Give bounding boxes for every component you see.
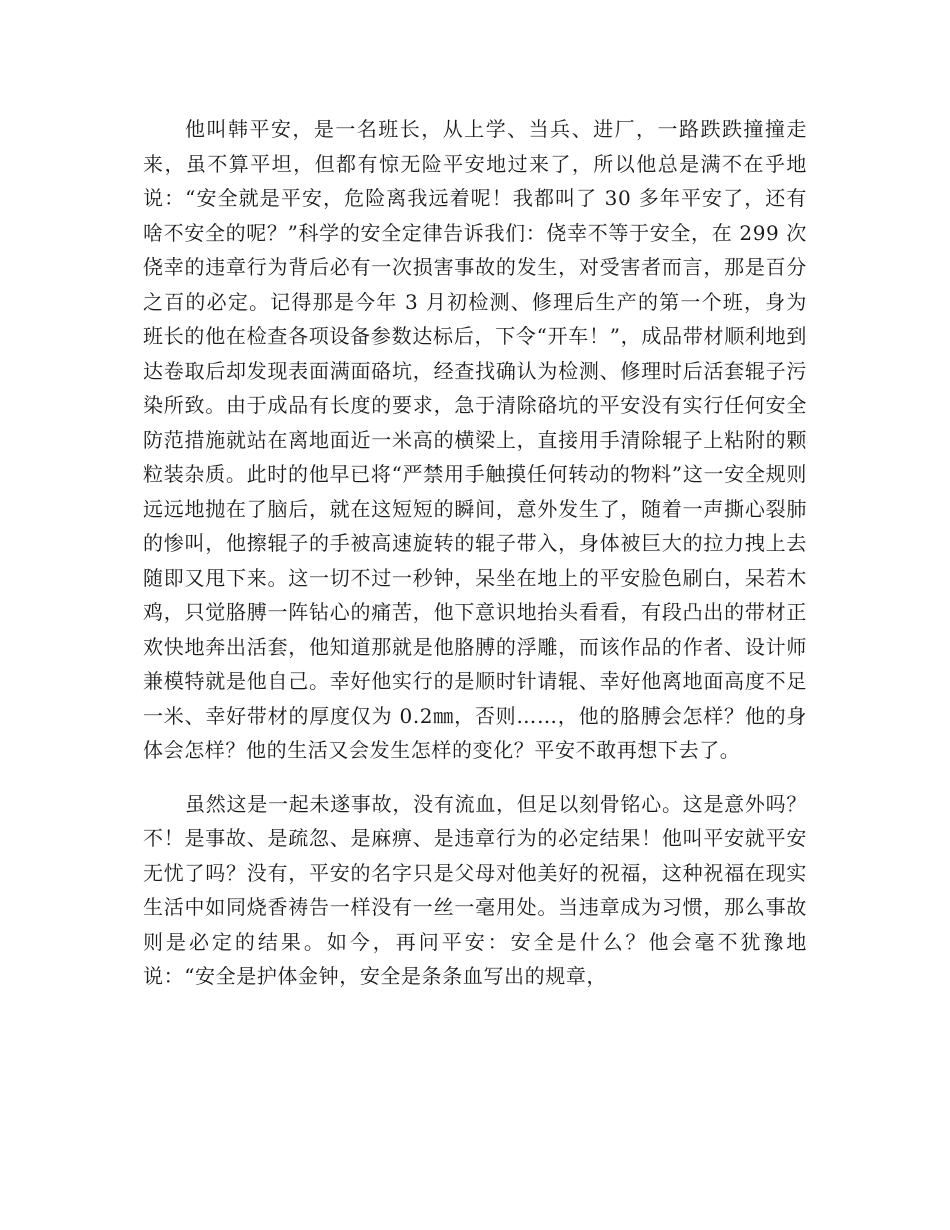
paragraph-2: 虽然这是一起未遂事故，没有流血，但足以刻骨铭心。这是意外吗？不！是事故、是疏忽、是麻痹、是违章行为的必定结果！他叫平安就平安无忧了吗？没有，平安的名字只是父母对他美好的祝福，这种祝福在现实生活中如同烧香祷告一样没有一丝一毫用处。当违章成为习惯，那么事故则是必定的结果。如今，再问平安：安全是什么？他会毫不犹豫地说：“安全是护体金钟，安全是条条血写出的规章， <box>143 791 807 988</box>
paragraph-1: 他叫韩平安，是一名班长，从上学、当兵、进厂，一路跌跌撞撞走来，虽不算平坦，但都有惊无险平安地过来了，所以他总是满不在乎地说：“安全就是平安，危险离我远着呢！我都叫了 30 多年平安了，还有啥不安全的呢？”科学的安全定律告诉我们：侥幸不等于安全，在 299 次侥幸的违章行为背后必有一次损害事故的发生，对受害者而言，那是百分之百的必定。记得那是今年 3 月初检测、修理后生产的第一个班，身为班长的他在检查各项设备参数达标后，下令“开车！”，成品带材顺利地到达卷取后却发现表面满面硌坑，经查找确认为检测、修理时后活套辊子污染所致。由于成品有长度的要求，急于清除硌坑的平安没有实行任何安全防范措施就站在离地面近一米高的横梁上，直接用手清除辊子上粘附的颗粒装杂质。此时的他早已将“严禁用手触摸任何转动的物料”这一安全规则远远地抛在了脑后，就在这短短的瞬间，意外发生了，随着一声撕心裂肺的惨叫，他擦辊子的手被高速旋转的辊子带入，身体被巨大的拉力拽上去随即又甩下来。这一切不过一秒钟，呆坐在地上的平安脸色刷白，呆若木鸡，只觉胳膊一阵钻心的痛苦，他下意识地抬头看看，有段凸出的带材正欢快地奔出活套，他知道那就是他胳膊的浮雕，而该作品的作者、设计师兼模特就是他自己。幸好他实行的是顺时针请辊、幸好他离地面高度不足一米、幸好带材的厚度仅为 0.2㎜，否则……，他的胳膊会怎样？他的身体会怎样？他的生活又会发生怎样的变化？平安不敢再想下去了。 <box>143 117 807 762</box>
document-page <box>143 112 807 1013</box>
